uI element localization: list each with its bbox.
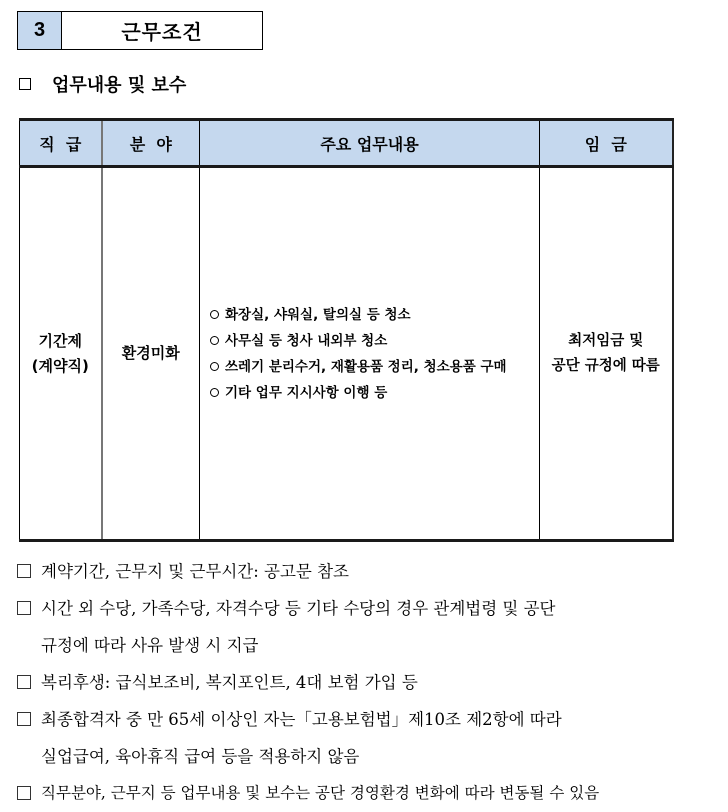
duty-text: 화장실, 샤워실, 탈의실 등 청소 — [225, 306, 411, 323]
note-text — [41, 775, 599, 812]
section-header — [17, 11, 263, 50]
note-item — [17, 553, 717, 590]
checkbox-square-icon — [17, 675, 31, 689]
duty-item — [210, 328, 539, 354]
header-grade-label: 직 급 — [39, 134, 82, 154]
cell-duties — [200, 167, 540, 541]
note-item — [17, 775, 717, 812]
table-header-row — [20, 120, 673, 167]
subheading — [19, 71, 186, 97]
checkbox-square-icon — [17, 786, 31, 800]
duty-text: 사무실 등 청사 내외부 청소 — [225, 332, 388, 349]
circle-bullet-icon — [210, 362, 219, 371]
header-grade — [20, 120, 102, 167]
checkbox-square-icon — [17, 712, 31, 726]
note-line1: 직무분야, 근무지 등 업무내용 및 보수는 공단 경영환경 변화에 따라 변동될 수 있음 — [41, 784, 600, 802]
duty-text: 쓰레기 분리수거, 재활용품 정리, 청소용품 구매 — [225, 358, 507, 375]
cell-grade — [20, 167, 102, 541]
note-line1: 계약기간, 근무지 및 근무시간: 공고문 참조 — [41, 562, 349, 581]
circle-bullet-icon — [210, 310, 219, 319]
duty-item — [210, 354, 539, 380]
header-duties-label: 주요 업무내용 — [320, 134, 419, 154]
circle-bullet-icon — [210, 336, 219, 345]
note-text — [41, 664, 418, 701]
duty-text: 기타 업무 지시사항 이행 등 — [225, 384, 388, 401]
subheading-label: 업무내용 및 보수 — [52, 75, 187, 96]
note-item — [17, 701, 717, 775]
note-text — [41, 590, 555, 664]
cell-field — [102, 167, 200, 541]
header-field-label: 분 야 — [129, 134, 172, 154]
circle-bullet-icon — [210, 388, 219, 397]
section-number: 3 — [18, 12, 62, 49]
header-duties — [200, 120, 540, 167]
grade-line2: (계약직) — [31, 356, 89, 375]
notes-list — [17, 553, 717, 812]
note-text — [41, 701, 562, 775]
note-line1: 복리후생: 급식보조비, 복지포인트, 4대 보험 가입 등 — [41, 673, 418, 692]
checkbox-square-icon — [17, 564, 31, 578]
duty-item — [210, 380, 539, 406]
note-line1: 최종합격자 중 만 65세 이상인 자는「고용보험법」제10조 제2항에 따라 — [41, 710, 562, 729]
duty-item — [210, 302, 539, 328]
header-field — [102, 120, 200, 167]
cell-wage — [540, 167, 673, 541]
header-wage-label: 임 금 — [584, 134, 627, 154]
note-line2: 규정에 따라 사유 발생 시 지급 — [41, 636, 259, 655]
checkbox-square-icon — [17, 601, 31, 615]
work-conditions-table — [19, 118, 674, 542]
checkbox-square-icon — [19, 78, 31, 90]
note-item — [17, 664, 717, 701]
wage-line1: 최저임금 및 — [568, 332, 644, 349]
note-line2: 실업급여, 육아휴직 급여 등을 적용하지 않음 — [41, 747, 360, 766]
section-title: 근무조건 — [121, 20, 203, 44]
table-row — [20, 167, 673, 541]
note-item — [17, 590, 717, 664]
wage-line2: 공단 규정에 따름 — [551, 357, 660, 374]
grade-line1: 기간제 — [38, 331, 82, 350]
note-line1: 시간 외 수당, 가족수당, 자격수당 등 기타 수당의 경우 관계법령 및 공단 — [41, 599, 556, 618]
field-value: 환경미화 — [121, 344, 180, 362]
header-wage — [540, 120, 673, 167]
note-text — [41, 553, 349, 590]
